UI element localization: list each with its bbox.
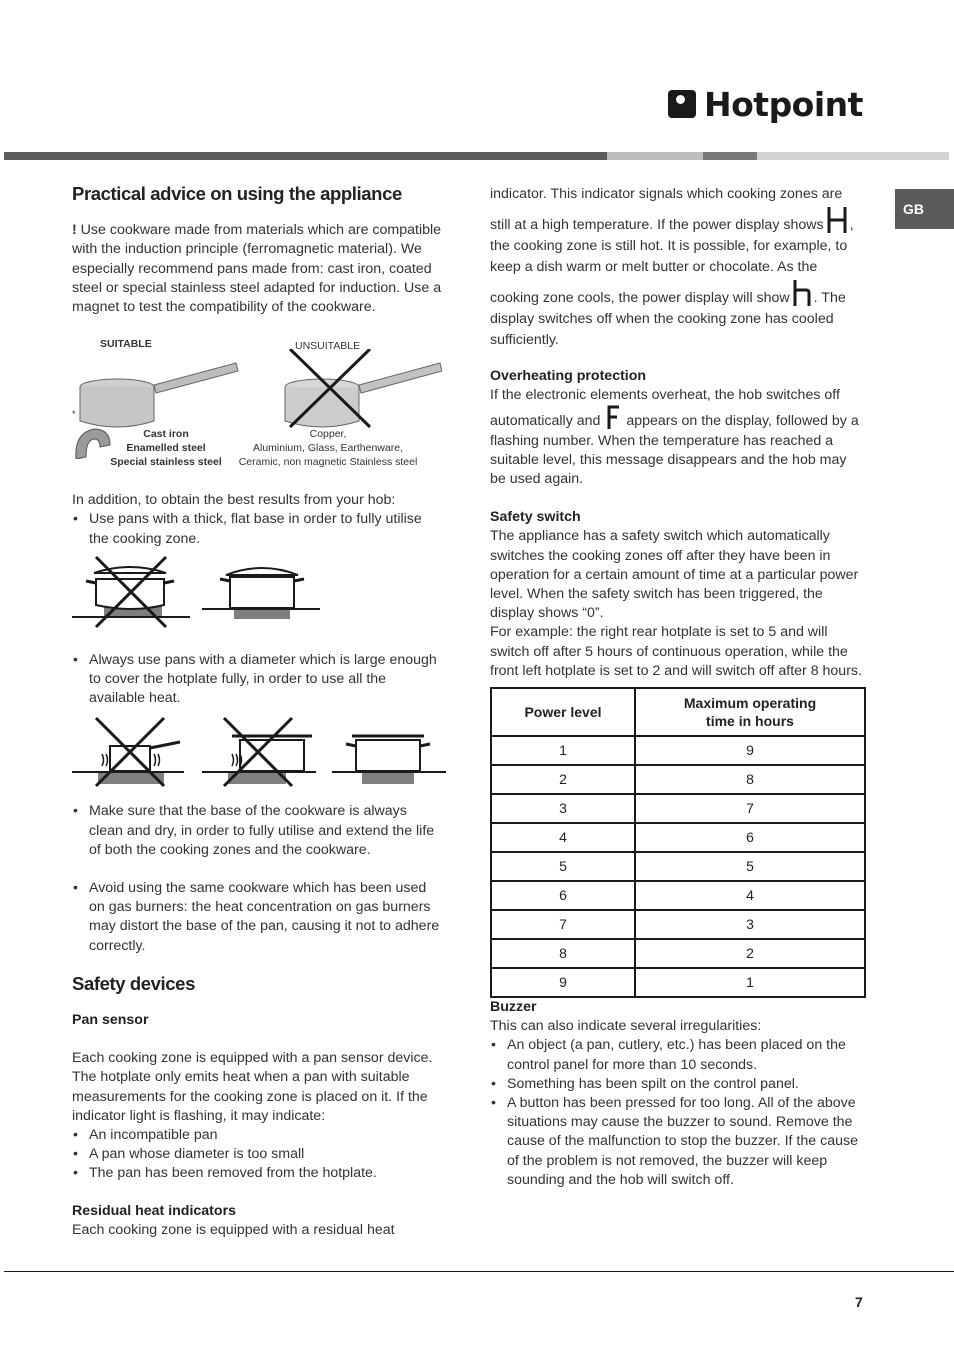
hotpoint-logo — [668, 84, 863, 124]
unsuitable-materials: Copper, Aluminium, Glass, Earthenware, Ceramic, non magnetic Stainless steel — [238, 428, 418, 469]
warped-pan-icon — [72, 557, 190, 627]
footer-rule — [4, 1271, 954, 1272]
safety-switch-text: The appliance has a safety switch which automatically switches the cooking zones off after they have been in operation for a certain amount of time at a particular power level. When the safety switch has been triggered, the display shows “0”. — [490, 528, 859, 622]
max-time-cell: 2 — [635, 939, 865, 968]
overheating-text: If the electronic elements overheat, the hob switches off automatically and appears on the display, followed by a flashing number. When the temperature has reached a suitable level, this message disappears and the hob may be used again. — [490, 387, 859, 488]
suitable-label: SUITABLE — [100, 338, 152, 351]
section-title-safety-devices: Safety devices — [72, 972, 195, 994]
safety-switch-example: For example: the right rear hotplate is set to 5 and will switch off after 5 hours of continuous operation, while the front left hotplate is set to 2 and will switch off after 8 hours. — [490, 624, 862, 679]
max-time-cell: 4 — [635, 881, 865, 910]
max-time-cell: 3 — [635, 910, 865, 939]
intro-paragraph: ! Use cookware made from materials which are compatible with the induction principle (ferromagnetic material). We especially recommend pans made from: cast iron, coated steel or special stainless steel adapted for induction. Use a magnet to test the compatibility of the cookware. — [72, 222, 442, 316]
safety-switch-heading: Safety switch — [490, 509, 581, 526]
display-h-icon — [792, 278, 812, 308]
power-level-table — [490, 687, 866, 998]
buzzer-text: This can also indicate several irregularities: — [490, 1018, 762, 1035]
bullet-gas-burners: • Avoid using the same cookware which has been used on gas burners: the heat concentration on gas burners may distort the base of the pan, causing it not to adhere correctly. — [72, 879, 442, 956]
power-level-cell: 2 — [491, 765, 635, 794]
buzzer-heading: Buzzer — [490, 999, 537, 1016]
header-band-mid — [703, 152, 757, 160]
bullet-diameter: • Always use pans with a diameter which is large enough to cover the hotplate fully, in order to use all the available heat. — [72, 651, 442, 709]
table-row — [491, 881, 865, 910]
display-F-icon — [606, 405, 620, 431]
table-row — [491, 852, 865, 881]
table-row — [491, 794, 865, 823]
addition-text: In addition, to obtain the best results from your hob: — [72, 492, 396, 509]
power-level-cell: 5 — [491, 852, 635, 881]
right-column — [490, 184, 864, 1190]
overheating-heading: Overheating protection — [490, 368, 647, 384]
max-time-cell: 8 — [635, 765, 865, 794]
unsuitable-saucepan-icon — [285, 349, 442, 427]
table-row — [491, 736, 865, 765]
flat-pan-icon — [202, 568, 320, 619]
max-time-cell: 7 — [635, 794, 865, 823]
power-level-cell: 3 — [491, 794, 635, 823]
pan-sensor-item: • An incompatible pan — [72, 1126, 442, 1145]
power-level-cell: 4 — [491, 823, 635, 852]
max-time-cell: 9 — [635, 736, 865, 765]
unsuitable-label: UNSUITABLE — [295, 340, 361, 353]
residual-heat-continued: indicator. This indicator signals which cooking zones are still at a high temperature. If the power display shows , the cooking zone is still hot. It is possible, for example, to keep a dish warm or melt butter or chocolate. As the cooking zone cools, the power display will show . The display switches off when the cooking zone has cooled sufficiently. — [490, 186, 854, 348]
power-level-cell: 1 — [491, 736, 635, 765]
suitable-saucepan-icon — [80, 363, 238, 427]
cookware-suitability-figure — [72, 331, 442, 491]
power-level-cell: 7 — [491, 910, 635, 939]
header-band-dark — [4, 152, 607, 160]
max-time-cell: 5 — [635, 852, 865, 881]
left-column — [72, 184, 442, 1240]
power-level-cell: 9 — [491, 968, 635, 997]
suitable-materials: Cast iron Enamelled steel Special stainless steel — [110, 428, 222, 469]
pan-sensor-item: • The pan has been removed from the hotplate. — [72, 1164, 442, 1183]
header-band-light — [607, 152, 703, 160]
language-tab: GB — [895, 189, 954, 229]
svg-text:*: * — [72, 409, 76, 420]
narrow-pan-icon — [202, 718, 316, 786]
residual-heat-text: Each cooking zone is equipped with a residual heat — [72, 1221, 395, 1238]
residual-heat-heading: Residual heat indicators — [72, 1202, 236, 1219]
buzzer-item: • An object (a pan, cutlery, etc.) has been placed on the control panel for more than 10 seconds. — [490, 1036, 864, 1074]
warning-mark: ! — [72, 222, 77, 239]
page-number: 7 — [855, 1294, 863, 1310]
header-band-pale — [757, 152, 949, 160]
buzzer-item: • A button has been pressed for too long. All of the above situations may cause the buzzer to sound. Remove the cause of the malfunction to stop the buzzer. If the cause of the problem is not removed, the buzzer will keep sounding and the hob will switch off. — [490, 1094, 864, 1190]
section-title-practical-advice: Practical advice on using the appliance — [72, 183, 402, 204]
small-pan-icon — [72, 718, 184, 786]
table-row — [491, 968, 865, 997]
max-time-cell: 1 — [635, 968, 865, 997]
correct-pan-icon — [332, 736, 446, 784]
buzzer-item: • Something has been spilt on the control panel. — [490, 1075, 864, 1094]
display-H-icon — [826, 205, 848, 235]
bullet-thick-base: • Use pans with a thick, flat base in order to fully utilise the cooking zone. — [72, 510, 442, 548]
flat-base-illustration — [72, 555, 442, 641]
pan-sensor-text: Each cooking zone is equipped with a pan sensor device. The hotplate only emits heat when a pan with suitable measurements for the cooking zone is placed on it. If the indicator light is flashing, it may indicate: — [72, 1050, 433, 1124]
hotpoint-logo-icon — [668, 90, 696, 118]
table-row — [491, 939, 865, 968]
pan-sensor-item: • A pan whose diameter is too small — [72, 1145, 442, 1164]
table-row — [491, 765, 865, 794]
max-time-cell: 6 — [635, 823, 865, 852]
column-header-max-time: Maximum operating time in hours — [635, 688, 865, 736]
table-row — [491, 910, 865, 939]
power-level-cell: 8 — [491, 939, 635, 968]
table-header-row — [491, 688, 865, 736]
bullet-clean-base: • Make sure that the base of the cookware is always clean and dry, in order to fully utilise and extend the life of both the cooking zones and the cookware. — [72, 802, 442, 860]
column-header-power-level: Power level — [491, 688, 635, 736]
table-row — [491, 823, 865, 852]
pan-sensor-heading: Pan sensor — [72, 1012, 149, 1029]
power-level-cell: 6 — [491, 881, 635, 910]
brand-name: Hotpoint — [704, 84, 863, 124]
pan-diameter-illustration — [72, 716, 446, 798]
